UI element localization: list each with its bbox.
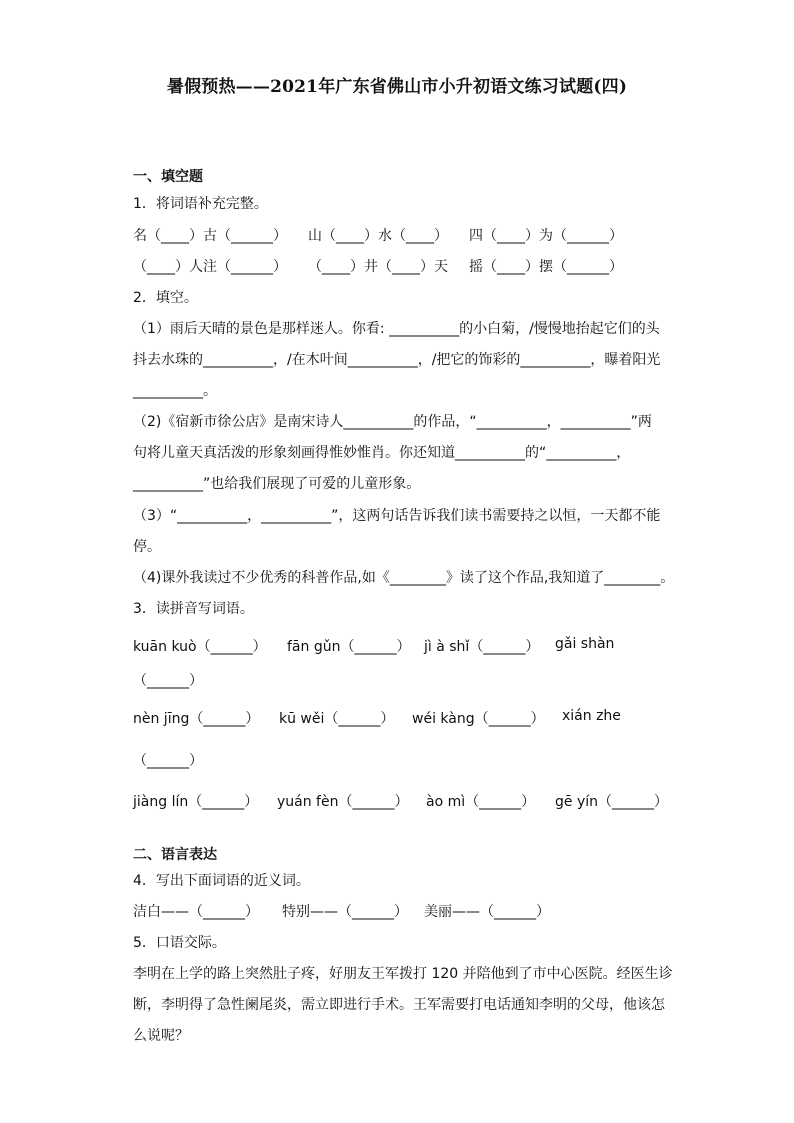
q4-item: 美丽——（______） — [424, 904, 550, 920]
q3-item: jiàng lín（______） — [133, 794, 259, 810]
q3-item: nèn jīng（______） — [133, 711, 260, 727]
q2-part1-line: （1）雨后天晴的景色是那样迷人。你看: __________的小白菊，/慢慢地抬起它们的头 — [133, 321, 660, 337]
q3-item: wéi kàng（______） — [412, 711, 545, 727]
q3-item: kū wěi（______） — [279, 711, 395, 727]
q2-part1-line: 抖去水珠的__________，/在木叶间__________，/把它的饰彩的__________，曝着阳光 — [133, 352, 661, 368]
q3-item: （______） — [133, 673, 203, 689]
page-title: 暑假预热——2021年广东省佛山市小升初语文练习试题(四) — [166, 77, 628, 97]
q1-item: （____）人注（______） — [133, 259, 287, 275]
q5-prompt: 5．口语交际。 — [133, 935, 226, 951]
q3-item: yuán fèn（______） — [277, 794, 409, 810]
section-heading-fill-blanks: 一、填空题 — [133, 169, 203, 185]
q3-item: ào mì（______） — [426, 794, 536, 810]
q1-item: 名（____）古（______） — [133, 228, 287, 244]
q2-part3-line: 停。 — [133, 539, 161, 555]
q1-item: （____）井（____）天 — [308, 259, 448, 275]
q1-prompt: 1．将词语补充完整。 — [133, 196, 268, 212]
q2-part1-line: __________。 — [133, 383, 217, 399]
q3-item: kuān kuò（______） — [133, 639, 267, 655]
q4-item: 洁白——（______） — [133, 904, 259, 920]
q3-item: jì à shǐ（______） — [424, 639, 540, 655]
q5-paragraph-line: 么说呢？ — [133, 1028, 189, 1044]
q2-part4-line: （4)课外我读过不少优秀的科普作品,如《________》读了这个作品,我知道了________。 — [133, 570, 675, 586]
q1-item: 四（____）为（______） — [469, 228, 623, 244]
q4-item: 特别——（______） — [282, 904, 408, 920]
q2-part2-line: （2)《宿新市徐公店》是南宋诗人__________的作品，“__________，__________”两 — [133, 414, 652, 430]
q2-part3-line: （3）“__________，__________”，这两句话告诉我们读书需要持之以恒，一天都不能 — [133, 508, 661, 524]
section-heading-language-expression: 二、语言表达 — [133, 847, 217, 863]
q2-part2-line: __________”也给我们展现了可爱的儿童形象。 — [133, 476, 421, 492]
q3-prompt: 3．读拼音写词语。 — [133, 601, 254, 617]
q5-paragraph-line: 李明在上学的路上突然肚子疼，好朋友王军拨打 120 并陪他到了市中心医院。经医生诊 — [133, 966, 673, 982]
q5-paragraph-line: 断，李明得了急性阑尾炎，需立即进行手术。王军需要打电话通知李明的父母，他该怎 — [133, 997, 665, 1013]
q1-item: 摇（____）摆（______） — [469, 259, 623, 275]
q1-item: 山（____）水（____） — [308, 228, 448, 244]
q3-item: （______） — [133, 753, 203, 769]
q3-item: gē yín（______） — [555, 794, 668, 810]
q4-prompt: 4．写出下面词语的近义词。 — [133, 873, 310, 889]
q3-item: xián zhe — [562, 708, 621, 724]
q2-part2-line: 句将儿童天真活泼的形象刻画得惟妙惟肖。你还知道__________的“__________， — [133, 445, 631, 461]
q2-prompt: 2．填空。 — [133, 290, 198, 306]
q3-item: fān gǔn（______） — [287, 639, 411, 655]
q3-item: gǎi shàn — [555, 636, 615, 652]
